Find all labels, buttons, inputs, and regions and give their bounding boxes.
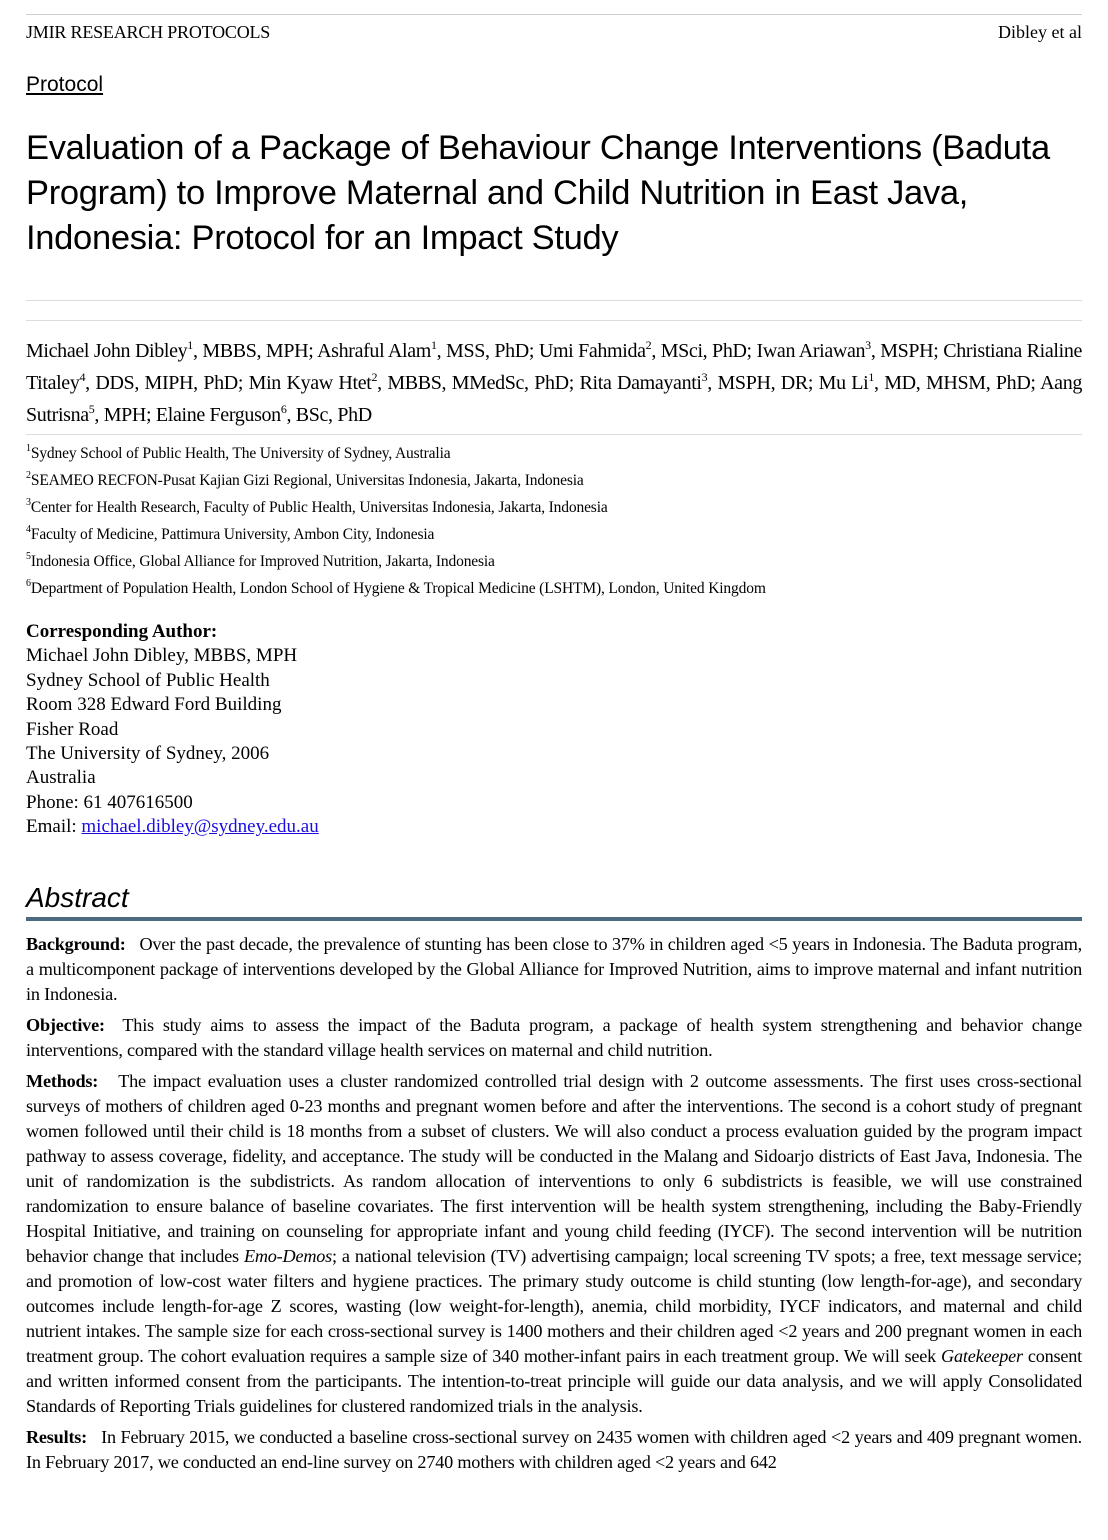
- corresponding-author-heading: Corresponding Author:: [26, 621, 218, 642]
- corresponding-line: The University of Sydney, 2006: [26, 743, 270, 765]
- top-divider: [26, 14, 1082, 15]
- author: Mu Li$^1$, MD, MHSM, PhD;: [818, 370, 1041, 394]
- email-line: [26, 815, 319, 839]
- corresponding-line: Sydney School of Public Health: [26, 669, 270, 691]
- abstract-heading: Abstract: [26, 882, 129, 913]
- corresponding-line: Michael John Dibley, MBBS, MPH: [26, 645, 298, 667]
- phone: Phone: 61 407616500: [26, 791, 193, 813]
- affiliation: $^2$SEAMEO RECFON-Pusat Kajian Gizi Regional, Universitas Indonesia, Jakarta, Indonesia: [26, 470, 584, 489]
- background-label: Background:: [26, 934, 126, 954]
- methods-label: Methods:: [26, 1071, 99, 1091]
- affiliation: $^3$Center for Health Research, Faculty of Public Health, Universitas Indonesia, Jakarta, Indonesia: [26, 497, 608, 516]
- author: Umi Fahmida$^2$, MSci, PhD;: [538, 338, 757, 362]
- authors-divider: [26, 434, 1082, 435]
- corresponding-line: Australia: [26, 767, 96, 789]
- email-link[interactable]: michael.dibley@sydney.edu.au: [81, 816, 319, 838]
- title-divider-1: [26, 300, 1082, 301]
- author: Elaine Ferguson$^6$, BSc, PhD: [155, 402, 372, 426]
- article-title: Evaluation of a Package of Behaviour Change Interventions (Baduta Program) to Improve Maternal and Child Nutrition in East Java, Indonesia: Protocol for an Impact Study: [26, 129, 1050, 257]
- abstract-background: Background: Over the past decade, the prevalence of stunting has been close to 37% in children aged <5 years in Indonesia. The Baduta program, a multicomponent package of interventions developed by the Global Alliance for Improved Nutrition, aims to improve maternal and infant nutrition in Indonesia.: [26, 934, 1082, 1004]
- article-type-link[interactable]: Protocol: [26, 73, 104, 96]
- affiliation: $^1$Sydney School of Public Health, The University of Sydney, Australia: [26, 443, 451, 462]
- abstract-divider: [26, 917, 1082, 921]
- corresponding-line: Fisher Road: [26, 718, 119, 740]
- affiliation-list: [26, 440, 1082, 602]
- objective-label: Objective:: [26, 1015, 105, 1035]
- author: Aang Sutrisna$^5$, MPH;: [26, 372, 1082, 426]
- author: Ashraful Alam$^1$, MSS, PhD;: [317, 338, 539, 362]
- affiliation: $^6$Department of Population Health, London School of Hygiene & Tropical Medicine (LSHTM), London, United Kingdom: [26, 578, 766, 597]
- author: Min Kyaw Htet$^2$, MBBS, MMedSc, PhD;: [248, 370, 580, 394]
- journal-name: JMIR RESEARCH PROTOCOLS: [26, 22, 271, 42]
- abstract-methods: Methods: The impact evaluation uses a cluster randomized controlled trial design with 2 outcome assessments. The first uses cross-sectional surveys of mothers of children aged 0-23 months and pregnant women before and after the interventions. The second is a cohort study of pregnant women followed until their child is 18 months from a subset of clusters. We will also conduct a process evaluation guided by the program impact pathway to assess coverage, fidelity, and acceptance. The study will be conducted in the Malang and Sidoarjo districts of East Java, Indonesia. The unit of randomization is the subdistricts. As random allocation of interventions to only 6 subdistricts is feasible, we will use constrained randomization to ensure balance of baseline covariates. The first intervention will be health system strengthening, including the Baby-Friendly Hospital Initiative, and training on counseling for appropriate infant and young child feeding (IYCF). The second intervention will be nutrition behavior change that includes Emo-Demos; a national television (TV) advertising campaign; local screening TV spots; a free, text message service; and promotion of low-cost water filters and hygiene practices. The primary study outcome is child stunting (low length-for-age), and secondary outcomes include length-for-age Z scores, wasting (low weight-for-length), anemia, child morbidity, IYCF indicators, and maternal and child nutrient intakes. The sample size for each cross-sectional survey is 1400 mothers and their children aged <2 years and 200 pregnant women in each treatment group. The cohort evaluation requires a sample size of 340 mother-infant pairs in each treatment group. We will seek Gatekeeper consent and written informed consent from the participants. The intention-to-treat principle will guide our data analysis, and we will apply Consolidated Standards of Reporting Trials guidelines for clustered randomized trials in the analysis.: [26, 1071, 1082, 1416]
- results-label: Results:: [26, 1427, 88, 1447]
- abstract-results: Results: In February 2015, we conducted a baseline cross-sectional survey on 2435 women with children aged <2 years and 409 pregnant women. In February 2017, we conducted an end-line survey on 2740 mothers with children aged <2 years and 642: [26, 1427, 1083, 1472]
- running-authors: Dibley et al: [998, 22, 1082, 42]
- corresponding-line: Room 328 Edward Ford Building: [26, 694, 282, 716]
- author-list: [26, 335, 1082, 431]
- author: Iwan Ariawan$^3$, MSPH;: [756, 338, 944, 362]
- abstract-body: [26, 932, 1082, 1481]
- author: Rita Damayanti$^3$, MSPH, DR;: [579, 370, 819, 394]
- author: Christiana Rialine Titaley$^4$, DDS, MIPH, PhD;: [26, 340, 1083, 394]
- affiliation: $^5$Indonesia Office, Global Alliance for Improved Nutrition, Jakarta, Indonesia: [26, 551, 495, 570]
- author: Michael John Dibley$^1$, MBBS, MPH;: [26, 338, 318, 362]
- title-divider-2: [26, 320, 1082, 321]
- running-header: [26, 20, 1082, 44]
- affiliation: $^4$Faculty of Medicine, Pattimura University, Ambon City, Indonesia: [26, 524, 435, 543]
- email-label: Email:: [26, 816, 82, 838]
- abstract-objective: Objective: This study aims to assess the impact of the Baduta program, a package of health system strengthening and behavior change interventions, compared with the standard village health services on maternal and child nutrition.: [26, 1015, 1082, 1060]
- corresponding-author: [26, 620, 319, 840]
